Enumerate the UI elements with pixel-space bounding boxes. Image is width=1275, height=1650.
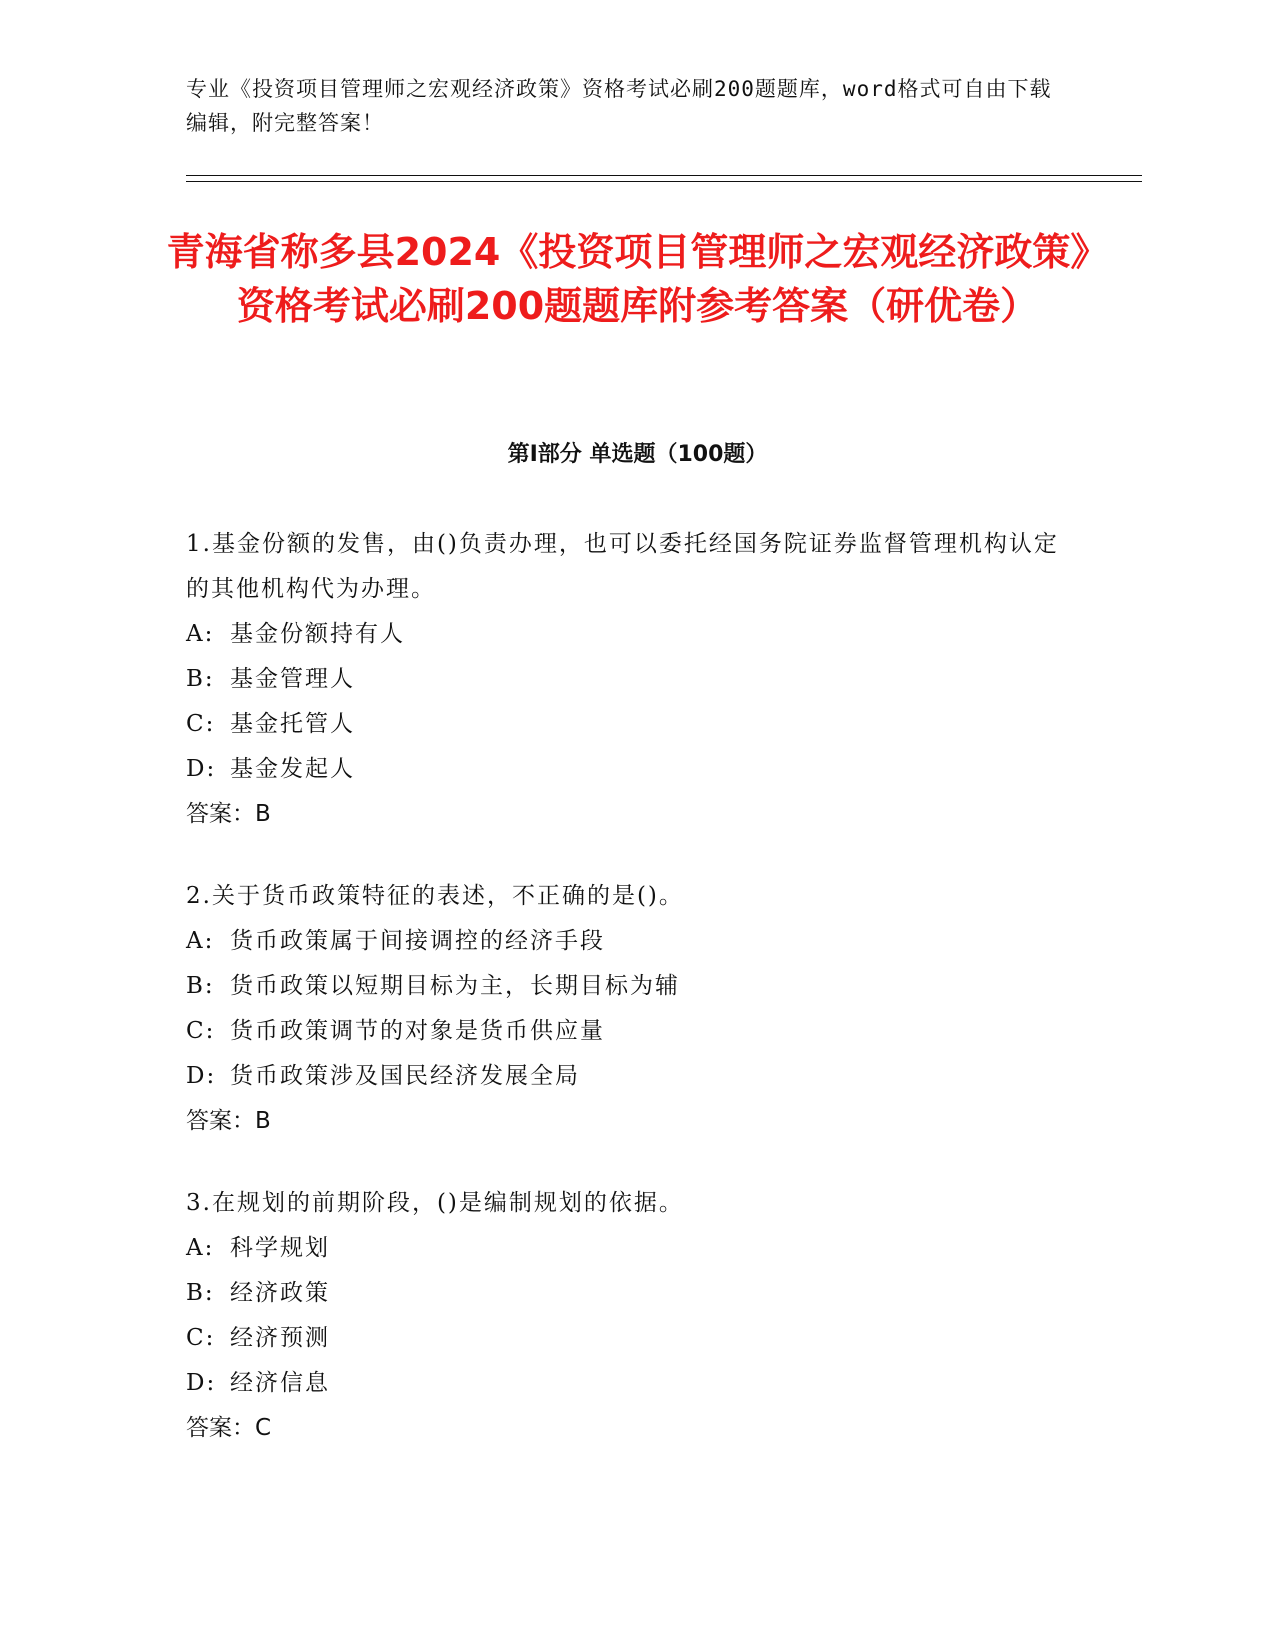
answer-label: 答案： [186,1108,255,1134]
option-text: 货币政策属于间接调控的经济手段 [230,928,605,954]
option-text: 经济信息 [230,1370,330,1396]
option-text: 货币政策以短期目标为主，长期目标为辅 [230,973,680,999]
option-a [186,612,1066,657]
option-text: 货币政策调节的对象是货币供应量 [230,1018,605,1044]
answer-label: 答案： [186,801,255,827]
option-b [186,964,1066,1009]
question-item [186,522,1066,837]
option-key: B: [186,1280,215,1306]
option-d [186,747,1066,792]
option-d [186,1361,1066,1406]
option-d [186,1054,1066,1099]
question-stem: 2.关于货币政策特征的表述，不正确的是()。 [186,883,684,909]
question-list [186,522,1066,1488]
option-a [186,1226,1066,1271]
header-divider-top [186,175,1142,176]
header-note: 专业《投资项目管理师之宏观经济政策》资格考试必刷200题题库，word格式可自由下载编辑，附完整答案！ [186,77,1052,135]
answer-value: B [255,1108,271,1134]
option-key: C: [186,1325,216,1351]
option-text: 经济政策 [230,1280,330,1306]
option-key: D: [186,1063,217,1089]
option-a [186,919,1066,964]
option-text: 经济预测 [230,1325,330,1351]
question-stem: 1.基金份额的发售，由()负责办理，也可以委托经国务院证券监督管理机构认定的其他机构代为办理。 [186,531,1059,602]
option-text: 基金管理人 [230,666,355,692]
option-text: 货币政策涉及国民经济发展全局 [230,1063,580,1089]
option-key: B: [186,666,215,692]
answer-line [186,1406,1066,1451]
document-title: 青海省称多县2024《投资项目管理师之宏观经济政策》资格考试必刷200题题库附参考答案（研优卷） [166,230,1109,328]
option-b [186,657,1066,702]
option-key: B: [186,973,215,999]
answer-label: 答案： [186,1415,255,1441]
option-c [186,702,1066,747]
question-stem: 3.在规划的前期阶段，()是编制规划的依据。 [186,1190,684,1216]
option-text: 基金托管人 [230,711,355,737]
header-divider-bottom [186,181,1142,182]
option-key: D: [186,756,217,782]
option-c [186,1316,1066,1361]
answer-line [186,792,1066,837]
answer-line [186,1099,1066,1144]
option-c [186,1009,1066,1054]
option-key: A: [186,1235,215,1261]
question-item [186,1181,1066,1451]
option-text: 基金发起人 [230,756,355,782]
option-b [186,1271,1066,1316]
option-key: C: [186,711,216,737]
option-key: D: [186,1370,217,1396]
option-text: 基金份额持有人 [230,621,405,647]
option-key: A: [186,928,215,954]
answer-value: B [255,801,271,827]
option-key: C: [186,1018,216,1044]
option-key: A: [186,621,215,647]
question-item [186,874,1066,1144]
section-heading: 第Ⅰ部分 单选题（100题） [507,442,768,467]
answer-value: C [255,1415,272,1441]
option-text: 科学规划 [230,1235,330,1261]
